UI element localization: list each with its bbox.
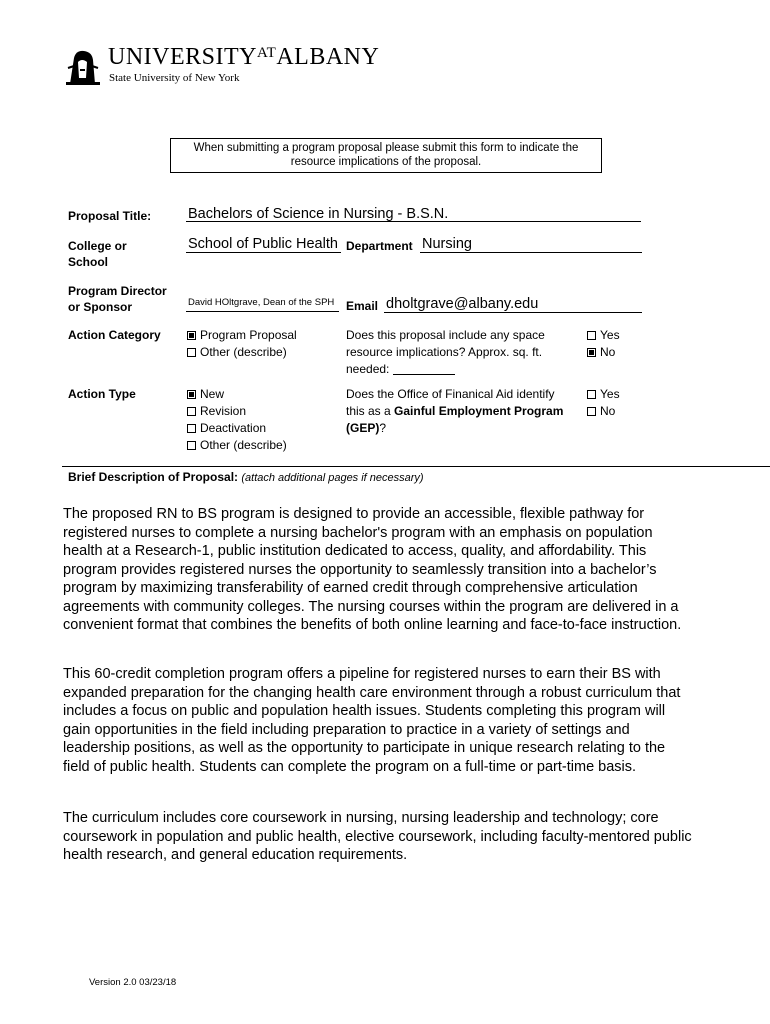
- college-value[interactable]: School of Public Health: [188, 236, 338, 252]
- space-question: [346, 327, 574, 378]
- option-deactivation[interactable]: [187, 420, 287, 437]
- university-name-at: AT: [257, 45, 277, 61]
- option-label: Other (describe): [200, 438, 287, 452]
- proposal-title-value[interactable]: Bachelors of Science in Nursing - B.S.N.: [188, 206, 449, 222]
- checkbox[interactable]: [187, 407, 196, 416]
- answer-no[interactable]: [587, 344, 620, 361]
- email-value[interactable]: dholtgrave@albany.edu: [386, 296, 539, 312]
- answer-yes[interactable]: [587, 386, 620, 403]
- action-category-options: [187, 327, 297, 361]
- checkbox[interactable]: [587, 390, 596, 399]
- answer-label: No: [600, 345, 616, 359]
- sq-ft-blank[interactable]: [393, 362, 455, 375]
- checkbox[interactable]: [587, 331, 596, 340]
- action-type-label: Action Type: [68, 387, 136, 401]
- action-category-label: Action Category: [68, 328, 161, 342]
- option-revision[interactable]: [187, 403, 287, 420]
- gep-question-bold: Gainful Employment Program (GEP): [346, 404, 564, 435]
- version-footer: Version 2.0 03/23/18: [89, 977, 177, 988]
- submission-notice: When submitting a program proposal please submit this form to indicate the resource implications of the proposal.: [170, 138, 602, 173]
- option-new[interactable]: [187, 386, 287, 403]
- option-other[interactable]: [187, 437, 287, 454]
- brief-description-heading: [68, 469, 424, 486]
- option-label: Revision: [200, 404, 247, 418]
- proposal-title-label: Proposal Title:: [68, 209, 152, 223]
- answer-label: Yes: [600, 328, 620, 342]
- director-underline: [186, 311, 339, 312]
- brief-note: (attach additional pages if necessary): [241, 472, 424, 484]
- college-label: College or School: [68, 239, 127, 269]
- option-label: Other (describe): [200, 345, 287, 359]
- checkbox-checked[interactable]: [587, 348, 596, 357]
- checkbox[interactable]: [187, 424, 196, 433]
- gep-question: [346, 386, 574, 437]
- university-name-part1: UNIVERSITY: [108, 44, 257, 70]
- answer-yes[interactable]: [587, 327, 620, 344]
- description-paragraph-3: The curriculum includes core coursework in nursing, nursing leadership and technology; core coursework in population and public health, elective coursework, including faculty-mentored public health research, and general education requirements.: [63, 810, 692, 863]
- option-label: New: [200, 387, 225, 401]
- department-label: Department: [346, 239, 413, 253]
- answer-no[interactable]: [587, 403, 620, 420]
- description-paragraph-1: The proposed RN to BS program is designed to provide an accessible, flexible pathway for registered nurses to complete a nursing bachelor's program with an emphasis on population health at a Research-1, public institution dedicated to access, quality, and affordability. This program provides registered nurses the opportunity to seamlessly transition into a bachelor’s program by maximizing transferability of earned credit through comprehensive articulation agreements with community colleges. The nursing courses within the program are delivered in a convenient format that combines the benefits of both online learning and face-to-face instruction.: [63, 506, 682, 633]
- description-paragraph-2: This 60-credit completion program offers a pipeline for registered nurses to earn their BS with expanded preparation for the changing health care environment through a robust curriculum that includes a focus on public and population health issues. Students completing this program will gain opportunities in the field including preparation to practice in a variety of settings and leadership positions, as well as the opportunity to participate in unique research relating to the field of public health. Students can complete the program on a full-time or part-time basis.: [63, 666, 681, 775]
- checkbox[interactable]: [187, 348, 196, 357]
- email-label: Email: [346, 299, 379, 313]
- option-other[interactable]: [187, 344, 297, 361]
- answer-label: Yes: [600, 387, 620, 401]
- option-label: Deactivation: [200, 421, 267, 435]
- college-underline: [186, 252, 341, 253]
- department-value[interactable]: Nursing: [422, 236, 472, 252]
- proposal-title-underline: [186, 221, 641, 222]
- director-value[interactable]: David HOltgrave, Dean of the SPH: [188, 297, 335, 308]
- option-label: Program Proposal: [200, 328, 297, 342]
- space-question-text: Does this proposal include any space resource implications? Approx. sq. ft. needed:: [346, 328, 545, 376]
- brief-label: Brief Description of Proposal:: [68, 470, 239, 484]
- space-answers: [587, 327, 620, 361]
- university-minerva-icon: [66, 48, 100, 86]
- checkbox-checked[interactable]: [187, 331, 196, 340]
- answer-label: No: [600, 404, 616, 418]
- university-name-part2: ALBANY: [276, 44, 380, 70]
- gep-question-prefix: Does the Office of Finanical Aid identify this as a: [346, 387, 555, 418]
- director-label: Program Director or Sponsor: [68, 284, 167, 314]
- university-subtitle: State University of New York: [109, 72, 240, 84]
- option-program-proposal[interactable]: [187, 327, 297, 344]
- university-name: [108, 44, 379, 71]
- department-underline: [420, 252, 642, 253]
- gep-answers: [587, 386, 620, 420]
- checkbox[interactable]: [587, 407, 596, 416]
- checkbox[interactable]: [187, 441, 196, 450]
- gep-question-suffix: ?: [379, 421, 387, 435]
- action-type-options: [187, 386, 287, 454]
- checkbox-checked[interactable]: [187, 390, 196, 399]
- divider: [62, 466, 770, 467]
- email-underline: [384, 312, 642, 313]
